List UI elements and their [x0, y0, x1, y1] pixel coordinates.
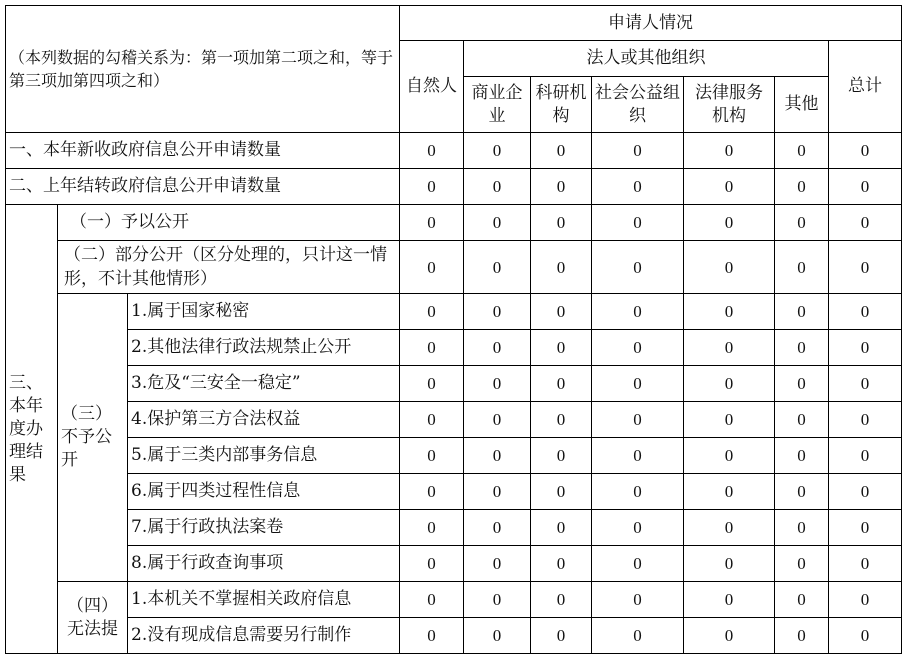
cell-value: 0	[592, 402, 684, 438]
cell-value: 0	[684, 402, 775, 438]
cell-value: 0	[775, 582, 829, 618]
cell-value: 0	[829, 618, 902, 654]
cell-value: 0	[775, 546, 829, 582]
table-row	[6, 241, 902, 294]
cell-value: 0	[775, 169, 829, 205]
table-row	[6, 474, 902, 510]
cell-value: 0	[592, 474, 684, 510]
cell-value: 0	[400, 133, 464, 169]
cell-value: 0	[684, 241, 775, 294]
cell-value: 0	[829, 330, 902, 366]
cell-value: 0	[531, 169, 592, 205]
cell-value: 0	[531, 241, 592, 294]
cell-value: 0	[829, 366, 902, 402]
cell-value: 0	[400, 241, 464, 294]
cell-value: 0	[592, 546, 684, 582]
cell-value: 0	[684, 510, 775, 546]
table-row	[6, 205, 902, 241]
cell-value: 0	[775, 438, 829, 474]
cell-value: 0	[400, 205, 464, 241]
cell-value: 0	[684, 133, 775, 169]
row-label: 2.没有现成信息需要另行制作	[128, 618, 400, 654]
cell-value: 0	[464, 402, 531, 438]
cell-value: 0	[531, 438, 592, 474]
cell-value: 0	[592, 294, 684, 330]
cell-value: 0	[464, 169, 531, 205]
org-type-header: 法律服务机构	[684, 77, 775, 133]
row-label: 一、本年新收政府信息公开申请数量	[6, 133, 400, 169]
cell-value: 0	[400, 438, 464, 474]
cell-value: 0	[829, 241, 902, 294]
cell-value: 0	[684, 330, 775, 366]
cell-value: 0	[684, 582, 775, 618]
cell-value: 0	[531, 618, 592, 654]
natural-person-header: 自然人	[400, 41, 464, 133]
applicant-situation-header: 申请人情况	[400, 6, 902, 41]
cell-value: 0	[592, 582, 684, 618]
cell-value: 0	[829, 474, 902, 510]
cell-value: 0	[829, 205, 902, 241]
cell-value: 0	[531, 546, 592, 582]
cell-value: 0	[775, 510, 829, 546]
table-row	[6, 330, 902, 366]
cell-value: 0	[592, 205, 684, 241]
row-label: 二、上年结转政府信息公开申请数量	[6, 169, 400, 205]
row-label: 4.保护第三方合法权益	[128, 402, 400, 438]
row-label: 3.危及“三安全一稳定”	[128, 366, 400, 402]
cell-value: 0	[464, 582, 531, 618]
cell-value: 0	[829, 582, 902, 618]
org-type-header: 科研机构	[531, 77, 592, 133]
cell-value: 0	[829, 510, 902, 546]
org-type-header: 其他	[775, 77, 829, 133]
cell-value: 0	[592, 133, 684, 169]
header-note: （本列数据的勾稽关系为：第一项加第二项之和，等于第三项加第四项之和）	[6, 6, 400, 133]
cell-value: 0	[464, 294, 531, 330]
table-row	[6, 582, 902, 618]
cell-value: 0	[464, 366, 531, 402]
cell-value: 0	[592, 169, 684, 205]
cell-value: 0	[531, 474, 592, 510]
cell-value: 0	[775, 294, 829, 330]
legal-or-other-header: 法人或其他组织	[464, 41, 829, 77]
cell-value: 0	[829, 169, 902, 205]
row-label: 7.属于行政执法案卷	[128, 510, 400, 546]
cell-value: 0	[592, 510, 684, 546]
group4-label: （四）无法提	[58, 582, 128, 654]
cell-value: 0	[684, 618, 775, 654]
row-label: 6.属于四类过程性信息	[128, 474, 400, 510]
cell-value: 0	[684, 474, 775, 510]
cell-value: 0	[464, 546, 531, 582]
cell-value: 0	[531, 510, 592, 546]
gov-info-disclosure-table	[5, 5, 902, 654]
cell-value: 0	[592, 438, 684, 474]
cell-value: 0	[775, 474, 829, 510]
cell-value: 0	[400, 294, 464, 330]
table-row	[6, 402, 902, 438]
cell-value: 0	[684, 438, 775, 474]
table-row	[6, 546, 902, 582]
org-type-header: 社会公益组织	[592, 77, 684, 133]
cell-value: 0	[829, 133, 902, 169]
cell-value: 0	[592, 366, 684, 402]
cell-value: 0	[829, 438, 902, 474]
cell-value: 0	[400, 546, 464, 582]
cell-value: 0	[400, 474, 464, 510]
row-label: 2.其他法律行政法规禁止公开	[128, 330, 400, 366]
cell-value: 0	[531, 294, 592, 330]
cell-value: 0	[400, 510, 464, 546]
table-row	[6, 169, 902, 205]
cell-value: 0	[400, 618, 464, 654]
cell-value: 0	[464, 133, 531, 169]
cell-value: 0	[464, 205, 531, 241]
cell-value: 0	[400, 366, 464, 402]
cell-value: 0	[464, 510, 531, 546]
cell-value: 0	[592, 241, 684, 294]
cell-value: 0	[684, 546, 775, 582]
row-label: 1.本机关不掌握相关政府信息	[128, 582, 400, 618]
table-row	[6, 510, 902, 546]
table-row	[6, 366, 902, 402]
cell-value: 0	[829, 294, 902, 330]
cell-value: 0	[775, 133, 829, 169]
section3-label: 三、本年度办理结果	[6, 205, 58, 654]
cell-value: 0	[684, 169, 775, 205]
cell-value: 0	[775, 330, 829, 366]
header-row-1	[6, 6, 902, 41]
cell-value: 0	[531, 402, 592, 438]
cell-value: 0	[592, 618, 684, 654]
cell-value: 0	[684, 366, 775, 402]
cell-value: 0	[400, 582, 464, 618]
row-label: （二）部分公开（区分处理的，只计这一情形，不计其他情形）	[58, 241, 400, 294]
cell-value: 0	[464, 438, 531, 474]
cell-value: 0	[400, 402, 464, 438]
cell-value: 0	[829, 402, 902, 438]
table-row	[6, 618, 902, 654]
cell-value: 0	[531, 582, 592, 618]
cell-value: 0	[775, 241, 829, 294]
cell-value: 0	[684, 205, 775, 241]
cell-value: 0	[400, 330, 464, 366]
cell-value: 0	[400, 169, 464, 205]
cell-value: 0	[775, 205, 829, 241]
cell-value: 0	[775, 402, 829, 438]
table-row	[6, 294, 902, 330]
total-header: 总计	[829, 41, 902, 133]
cell-value: 0	[464, 474, 531, 510]
cell-value: 0	[464, 241, 531, 294]
table-row	[6, 133, 902, 169]
row-label: 5.属于三类内部事务信息	[128, 438, 400, 474]
row-label: 1.属于国家秘密	[128, 294, 400, 330]
cell-value: 0	[775, 366, 829, 402]
cell-value: 0	[592, 330, 684, 366]
cell-value: 0	[531, 366, 592, 402]
cell-value: 0	[531, 205, 592, 241]
cell-value: 0	[531, 133, 592, 169]
cell-value: 0	[531, 330, 592, 366]
cell-value: 0	[684, 294, 775, 330]
group3-label: （三）不予公开	[58, 294, 128, 582]
table-row	[6, 438, 902, 474]
row-label: 8.属于行政查询事项	[128, 546, 400, 582]
org-type-header: 商业企业	[464, 77, 531, 133]
cell-value: 0	[464, 618, 531, 654]
row-label: （一）予以公开	[58, 205, 400, 241]
cell-value: 0	[829, 546, 902, 582]
cell-value: 0	[775, 618, 829, 654]
cell-value: 0	[464, 330, 531, 366]
